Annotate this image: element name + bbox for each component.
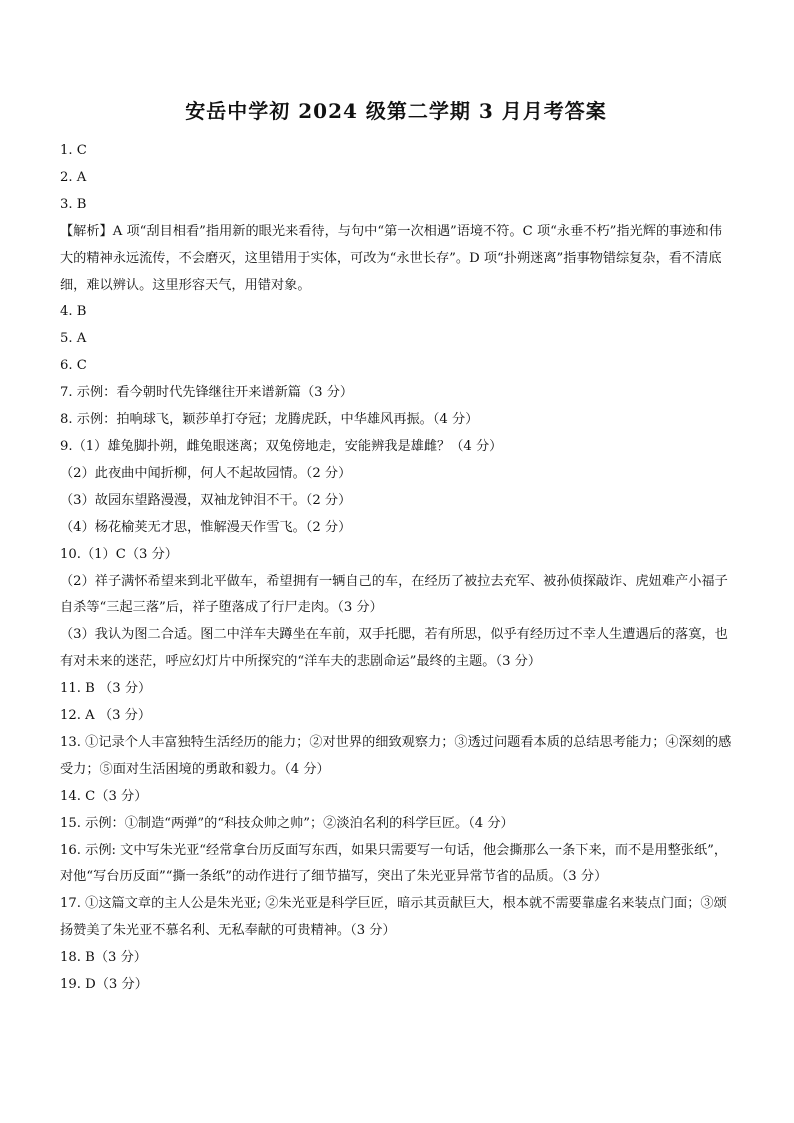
answer-line: 14. C（3 分） [60,788,148,804]
answer-paragraph: （2）祥子满怀希望来到北平做车，希望拥有一辆自己的车，在经历了被拉去充军、被孙侦探敲诈、虎妞难产小福子自杀等“三起三落”后，祥子堕落成了行尸走肉。（3 分） [60,573,728,616]
answer-line: 1. C [60,143,87,158]
answer-line: （3）故园东望路漫漫，双袖龙钟泪不干。（2 分） [60,492,352,508]
answer-line: 6. C [60,358,87,374]
answer-paragraph: （3）我认为图二合适。图二中洋车夫蹲坐在车前，双手托腮，若有所思，似乎有经历过不幸人生遭遇后的落寞，也有对未来的迷茫，呼应幻灯片中所探究的“洋车夫的悲剧命运”最终的主题。（3 分） [60,627,728,670]
answer-line: 18. B（3 分） [60,950,147,966]
answer-line: （4）杨花榆荚无才思，惟解漫天作雪飞。（2 分） [60,519,352,535]
answer-line: 4. B [60,304,87,320]
answer-paragraph: 17. ①这篇文章的主人公是朱光亚; ②朱光亚是科学巨匠，暗示其贡献巨大，根本就不需要靠虚名来装点门面；③颂扬赞美了朱光亚不慕名利、无私奉献的可贵精神。（3 分） [60,896,727,939]
answer-line: 3. B [60,196,87,212]
answer-line: 8. 示例：拍响球飞，颖莎单打夺冠；龙腾虎跃，中华雄风再振。（4 分） [60,412,479,428]
answer-line: 12. A （3 分） [60,708,152,724]
answer-paragraph: 16. 示例: 文中写朱光亚“经常拿台历反面写东西，如果只需要写一句话，他会撕那么一条下来，而不是用整张纸”，对他“写台历反面”“撕一条纸”的动作进行了细节描写，突出了朱光亚异常节省的品质。（3 分） [60,842,728,885]
answer-line: 5. A [60,331,87,347]
answer-line: 11. B （3 分） [60,681,152,697]
answer-line: 7. 示例：看今朝时代先锋继往开来谱新篇（3 分） [60,385,354,401]
answer-line: 15. 示例：①制造“两弹”的“科技众帅之帅”；②淡泊名利的科学巨匠。（4 分） [60,815,514,831]
answer-line: 9.（1）雄兔脚扑朔，雌兔眼迷离；双兔傍地走，安能辨我是雄雌？（4 分） [60,438,503,454]
answer-line: （2）此夜曲中闻折柳，何人不起故园情。（2 分） [60,465,352,481]
answer-line: 2. A [60,169,87,185]
answer-paragraph: 13. ①记录个人丰富独特生活经历的能力；②对世界的细致观察力；③透过问题看本质的总结思考能力；④深刻的感受力；⑤面对生活困境的勇敢和毅力。（4 分） [60,734,732,777]
answer-line: 19. D（3 分） [60,977,148,993]
analysis-paragraph: 【解析】A 项“刮目相看”指用新的眼光来看待，与句中“第一次相遇”语境不符。C 项“永垂不朽”指光辉的事迹和伟大的精神永远流传，不会磨灭，这里错用于实体，可改为“永世长存”。D 项“扑朔迷离”指事物错综复杂，看不清底细，难以辨认。这里形容天气，用错对象。 [60,223,722,293]
answer-line: 10.（1）C（3 分） [60,546,178,562]
document-title: 安岳中学初 2024 级第二学期 3 月月考答案 [185,99,607,123]
answer-list [60,138,732,999]
